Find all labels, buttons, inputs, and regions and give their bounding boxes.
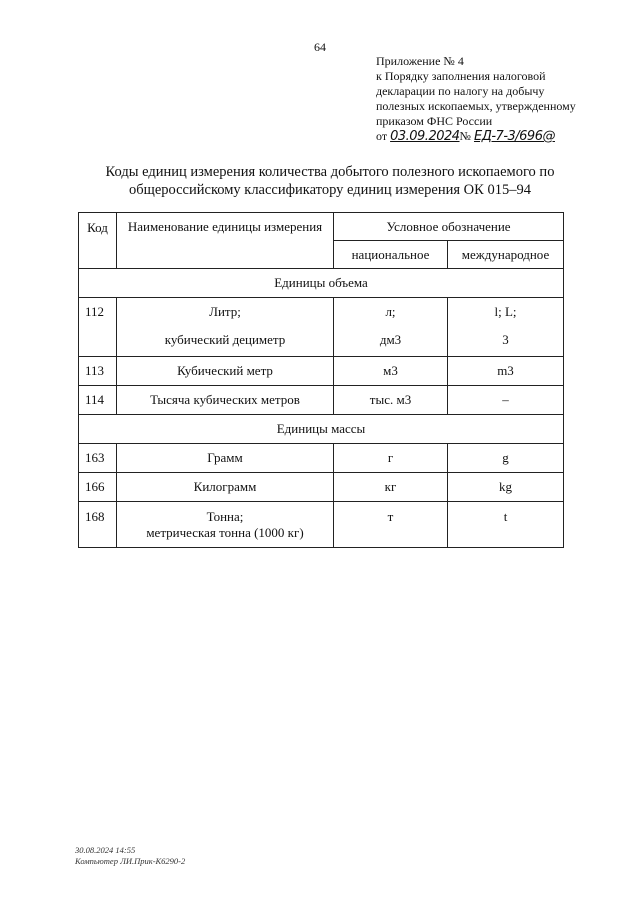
header-international: международное <box>448 241 564 269</box>
unit-name-line: Тонна; <box>206 509 244 524</box>
section-row <box>79 269 564 298</box>
table-header-row <box>79 213 564 241</box>
units-table <box>78 212 564 548</box>
unit-name <box>117 502 334 548</box>
appendix-block <box>376 54 616 144</box>
footer-doc-ref: Компьютер ЛИ.Прик-К6290-2 <box>75 856 186 866</box>
unit-international: – <box>448 386 564 415</box>
unit-international-line: l; L; <box>494 304 517 319</box>
unit-international: kg <box>448 473 564 502</box>
table-row <box>79 298 564 357</box>
section-title: Единицы массы <box>79 415 564 444</box>
table-row <box>79 444 564 473</box>
unit-code: 166 <box>79 473 117 502</box>
unit-code: 168 <box>79 502 117 548</box>
unit-name: Кубический метр <box>117 357 334 386</box>
unit-national: м3 <box>334 357 448 386</box>
unit-international: t <box>448 502 564 548</box>
order-prefix: от <box>376 129 388 143</box>
unit-international <box>448 298 564 357</box>
order-line <box>376 129 616 144</box>
unit-name-line: Литр; <box>209 304 241 319</box>
document-title: Коды единиц измерения количества добытого полезного ископаемого по общероссийскому классификатору единиц измерения ОК 015–94 <box>105 164 555 198</box>
unit-code: 163 <box>79 444 117 473</box>
unit-code: 113 <box>79 357 117 386</box>
order-number-label: № <box>459 129 471 143</box>
unit-national: т <box>334 502 448 548</box>
unit-international: m3 <box>448 357 564 386</box>
unit-name <box>117 298 334 357</box>
header-symbol: Условное обозначение <box>334 213 564 241</box>
unit-national <box>334 298 448 357</box>
section-row <box>79 415 564 444</box>
unit-international-line: 3 <box>502 332 509 347</box>
unit-name: Килограмм <box>117 473 334 502</box>
unit-national: тыс. м3 <box>334 386 448 415</box>
header-name: Наименование единицы измерения <box>117 213 334 269</box>
appendix-line: Приложение № 4 <box>376 54 464 68</box>
section-title: Единицы объема <box>79 269 564 298</box>
unit-national: кг <box>334 473 448 502</box>
appendix-line: декларации по налогу на добычу <box>376 84 545 98</box>
table-row <box>79 502 564 548</box>
appendix-line: приказом ФНС России <box>376 114 493 128</box>
unit-code: 114 <box>79 386 117 415</box>
appendix-line: полезных ископаемых, утвержденному <box>376 99 576 113</box>
unit-name: Грамм <box>117 444 334 473</box>
unit-national-line: дм3 <box>379 332 402 347</box>
footer-timestamp: 30.08.2024 14:55 <box>75 845 136 855</box>
unit-international: g <box>448 444 564 473</box>
unit-name-line: кубический дециметр <box>164 332 286 347</box>
page-number: 64 <box>314 40 326 54</box>
table-row <box>79 473 564 502</box>
order-date: 03.09.2024 <box>390 129 460 144</box>
unit-code: 112 <box>79 298 117 357</box>
appendix-line: к Порядку заполнения налоговой <box>376 69 546 83</box>
unit-name: Тысяча кубических метров <box>117 386 334 415</box>
table-row <box>79 357 564 386</box>
footer-stamp <box>75 845 185 867</box>
order-number: ЕД-7-3/696@ <box>473 129 555 144</box>
header-code: Код <box>79 213 117 269</box>
unit-national: г <box>334 444 448 473</box>
table-row <box>79 386 564 415</box>
unit-national-line: л; <box>385 304 396 319</box>
unit-name-line: метрическая тонна (1000 кг) <box>146 525 304 540</box>
header-national: национальное <box>334 241 448 269</box>
